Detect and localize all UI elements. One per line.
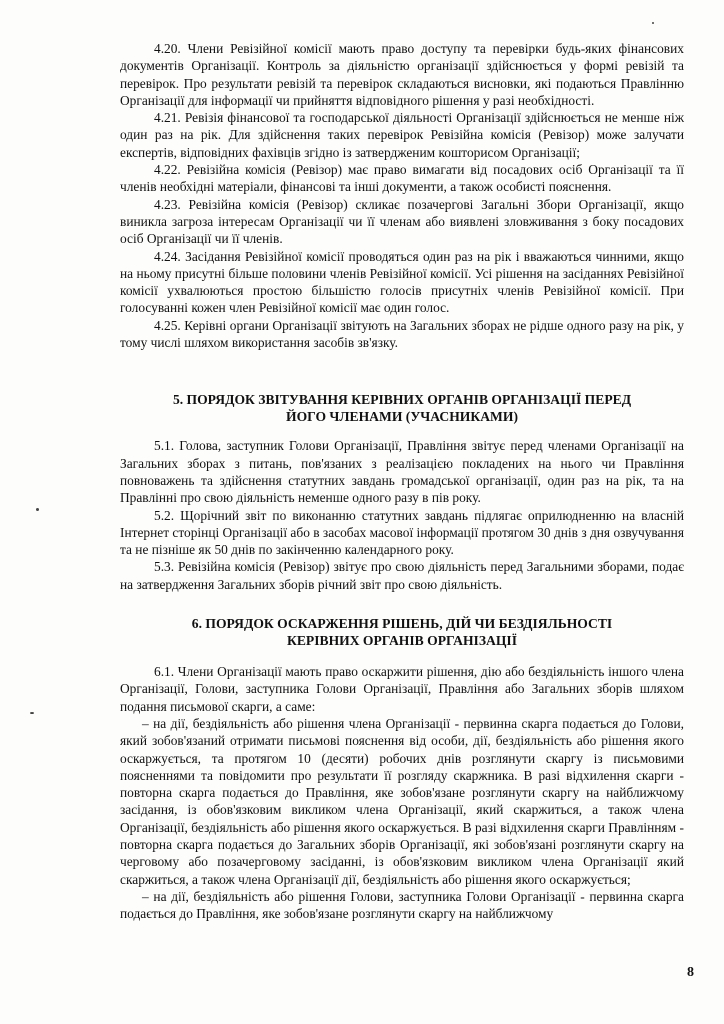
section-6-heading (120, 615, 684, 649)
section-5-heading-line1: 5. ПОРЯДОК ЗВІТУВАННЯ КЕРІВНИХ ОРГАНІВ ОРГАНІЗАЦІЇ ПЕРЕД (172, 392, 632, 408)
paragraph-4-25: 4.25. Керівні органи Організації звітують на Загальних зборах не рідше одного разу на рік, у тому числі шляхом використання засобів зв'язку. (120, 317, 684, 351)
paragraph-4-22: 4.22. Ревізійна комісія (Ревізор) має право вимагати від посадових осіб Організації та її членів необхідні матеріали, фінансові та інші документи, а також особисті пояснення. (120, 162, 684, 195)
page-number: 8 (687, 965, 694, 980)
document-body (120, 40, 684, 922)
section-5-heading-line2: ЙОГО ЧЛЕНАМИ (УЧАСНИКАМИ) (286, 409, 518, 425)
paragraph-5-3: 5.3. Ревізійна комісія (Ревізор) звітує про свою діяльність перед Загальними зборами, подає на затвердження Загальних зборів річний звіт про свою діяльність. (120, 559, 684, 592)
section-6-heading-line1: 6. ПОРЯДОК ОСКАРЖЕННЯ РІШЕНЬ, ДІЙ ЧИ БЕЗДІЯЛЬНОСТІ (191, 616, 613, 632)
paragraph-4-24: 4.24. Засідання Ревізійної комісії проводяться один раз на рік і вважаються чинними, якщо на ньому присутні більше половини членів Ревізійної комісії. Усі рішення на засіданнях Ревізійної комісії ухвалюються простою більшістю голосів присутніх членів Ревізійної комісії. При голосуванні кожен член Ревізійної комісії має один голос. (120, 248, 684, 316)
scan-speck (30, 712, 34, 714)
section-6-heading-line2: КЕРІВНИХ ОРГАНІВ ОРГАНІЗАЦІЇ (286, 633, 517, 649)
paragraph-4-20: 4.20. Члени Ревізійної комісії мають право доступу та перевірки будь-яких фінансових документів Організації. Контроль за діяльністю організації здійснюється у формі ревізій та перевірок. Про результати ревізій та перевірок складаються висновки, які подаються Правлінню Організації для інформації чи прийняття відповідного рішення у разі необхідності. (120, 41, 684, 108)
paragraph-6-1: 6.1. Члени Організації мають право оскаржити рішення, дію або бездіяльність іншого члена Організації, Голови, заступника Голови Організації, Правління або Загальних зборів шляхом подання письмової скарги, а саме: (120, 664, 684, 714)
paragraph-4-23: 4.23. Ревізійна комісія (Ревізор) скликає позачергові Загальні Збори Організації, якщо виникла загроза інтересам Організації чи її членам або виявлені зловживання з боку посадових осіб Організації чи її членів. (120, 196, 684, 247)
scan-speck (652, 22, 654, 24)
list-item-complaint-member: – на дії, бездіяльність або рішення члена Організації - первинна скарга подається до Голови, який зобов'язаний отримати письмові пояснення від особи, дії, бездіяльність або рішення якого оскаржується, та протягом 10 (десяти) робочих днів розглянути скаргу із письмовими поясненнями та повідомити про результати її розгляду скаржника. В разі відхилення скарги - повторна скарга подається до Правління, яке зобов'язане розглянути скаргу на найближчому засідання, із обов'язковим викликом члена Організації, який скаржиться, а також члена Організації, бездіяльність або рішення якого оскаржується. В разі відхилення скарги Правлінням - повторна скарга подається до Загальних зборів Організації, які зобов'язані розглянути скаргу на черговому або позачерговому засіданні, із обов'язковим викликом члена Організації який скаржиться, а також члена Організації дії, бездіяльність або рішення якого оскаржується; (120, 715, 684, 887)
list-item-complaint-head: – на дії, бездіяльність або рішення Голови, заступника Голови Організації - первинна скарга подається до Правління, яке зобов'язане розглянути скаргу на найближчому (120, 888, 684, 922)
section-5-heading (120, 391, 684, 425)
paragraph-4-21: 4.21. Ревізія фінансової та господарської діяльності Організації здійснюється не менше ніж один раз на рік. Для здійснення таких перевірок Ревізійна комісія (Ревізор) може залучати експертів, відповідних фахівців згідно із затвердженим кошторисом Організації; (120, 110, 684, 160)
paragraph-5-2: 5.2. Щорічний звіт по виконанню статутних завдань підлягає оприлюдненню на власній Інтернет сторінці Організації або в засобах масової інформації протягом 30 днів з дня озвучування та не пізніше як 50 днів по закінченню календарного року. (120, 507, 684, 558)
scan-speck (36, 508, 39, 511)
paragraph-5-1: 5.1. Голова, заступник Голови Організації, Правління звітує перед членами Організації на Загальних зборах з питань, пов'язаних з реалізацією покладених на нього чи Правління повноважень та здійснення статутних завдань громадської організації, один раз на рік, та на Правлінні про свою діяльність неменше одного разу в пів року. (120, 438, 684, 506)
